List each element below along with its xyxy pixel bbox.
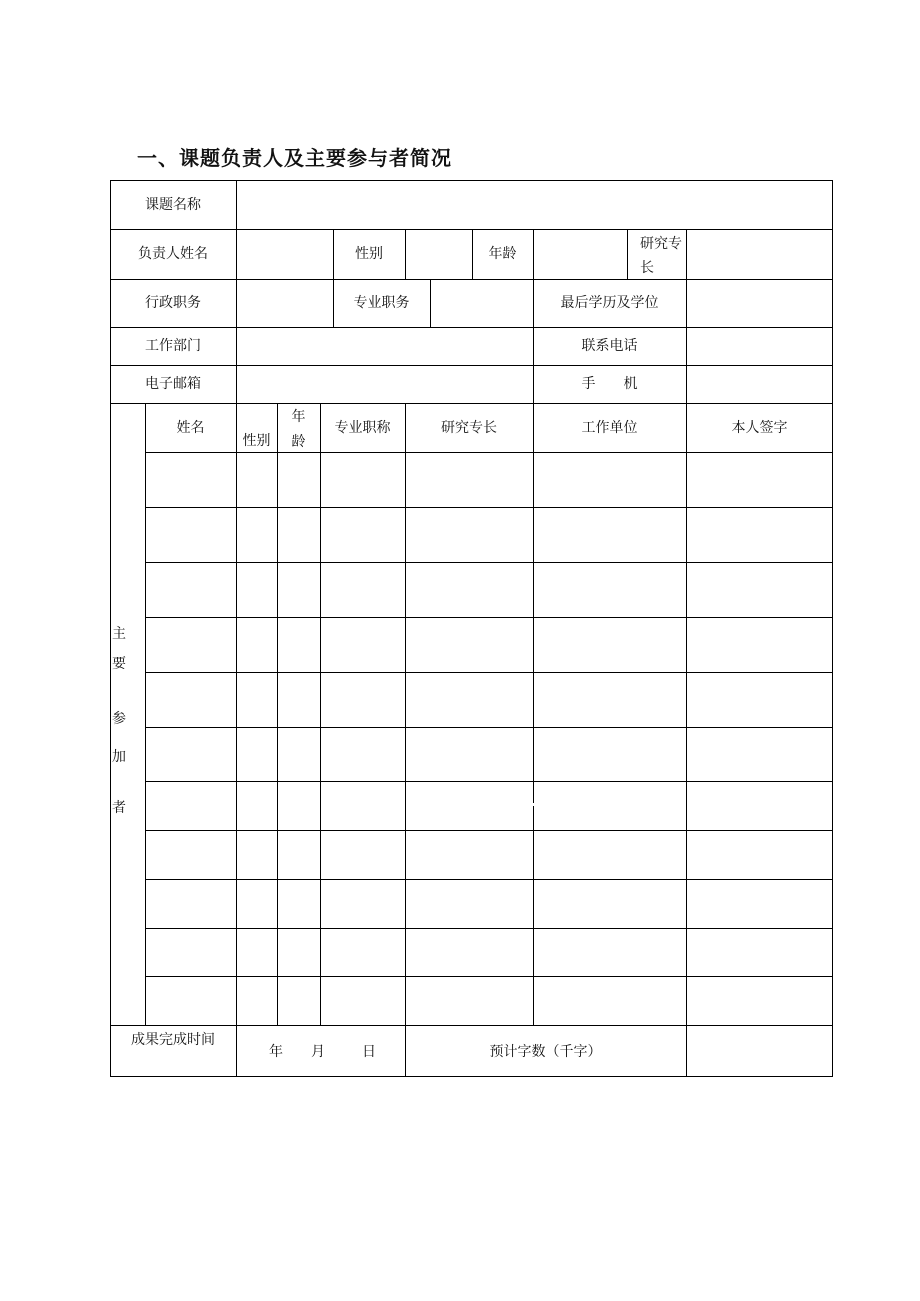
- col-line: [405, 229, 406, 279]
- col-line: [686, 229, 687, 1077]
- row-line: [145, 976, 833, 977]
- leader-age-label: 年龄: [488, 246, 517, 262]
- col-age-header: 年: [291, 409, 306, 425]
- col-line: [405, 403, 406, 1077]
- email-label: 电子邮箱: [145, 376, 201, 392]
- leader-gender-label: 性别: [355, 246, 383, 262]
- leader-specialty-label: 研究专: [640, 236, 682, 252]
- row-line: [145, 507, 833, 508]
- col-line: [533, 229, 534, 803]
- col-specialty-header: 研究专长: [441, 420, 497, 436]
- department-label: 工作部门: [145, 338, 201, 354]
- mobile-label: 手 机: [581, 376, 638, 392]
- col-gender-header: 性别: [242, 433, 271, 449]
- word-count-label: 预计字数（千字）: [489, 1044, 602, 1060]
- col-line: [277, 403, 278, 1025]
- row-line: [110, 1025, 833, 1026]
- row-line: [110, 327, 833, 328]
- education-degree-label: 最后学历及学位: [560, 295, 659, 311]
- col-line: [320, 403, 321, 1025]
- row-line: [145, 617, 833, 618]
- col-title-header: 专业职称: [334, 420, 391, 436]
- section-heading: 一、课题负责人及主要参与者简况: [137, 146, 452, 170]
- phone-label: 联系电话: [581, 338, 638, 354]
- row-line: [145, 879, 833, 880]
- row-line: [110, 365, 833, 366]
- completion-month: 月: [311, 1044, 325, 1060]
- row-line: [145, 452, 833, 453]
- row-line: [110, 403, 833, 404]
- completion-year: 年: [269, 1044, 283, 1060]
- col-line: [533, 806, 534, 1025]
- leader-name-label: 负责人姓名: [138, 246, 208, 262]
- side-label-char: 参: [112, 711, 126, 727]
- completion-time-label: 成果完成时间: [131, 1032, 215, 1048]
- row-line: [145, 727, 833, 728]
- row-line: [145, 672, 833, 673]
- col-unit-header: 工作单位: [581, 420, 638, 436]
- col-signature-header: 本人签字: [731, 420, 788, 436]
- row-line: [145, 928, 833, 929]
- leader-specialty-label-wrap: 长: [640, 260, 654, 276]
- col-line: [627, 229, 628, 279]
- professional-position-label: 专业职务: [353, 295, 410, 311]
- info-table: [110, 180, 833, 1077]
- project-title-label: 课题名称: [145, 197, 201, 213]
- col-line: [145, 403, 146, 1025]
- col-name-header: 姓名: [176, 420, 205, 436]
- col-age-header-wrap: 龄: [291, 434, 306, 450]
- side-label-char: 要: [112, 656, 126, 672]
- side-label-char: 者: [112, 800, 126, 816]
- row-line: [145, 830, 833, 831]
- side-label-char: 加: [112, 749, 126, 765]
- side-label-char: 主: [112, 626, 126, 642]
- row-line: [145, 781, 833, 782]
- completion-day: 日: [362, 1044, 376, 1060]
- row-line: [145, 562, 833, 563]
- col-line: [430, 279, 431, 327]
- admin-position-label: 行政职务: [145, 295, 201, 311]
- row-line: [110, 279, 833, 280]
- col-line: [236, 180, 237, 1077]
